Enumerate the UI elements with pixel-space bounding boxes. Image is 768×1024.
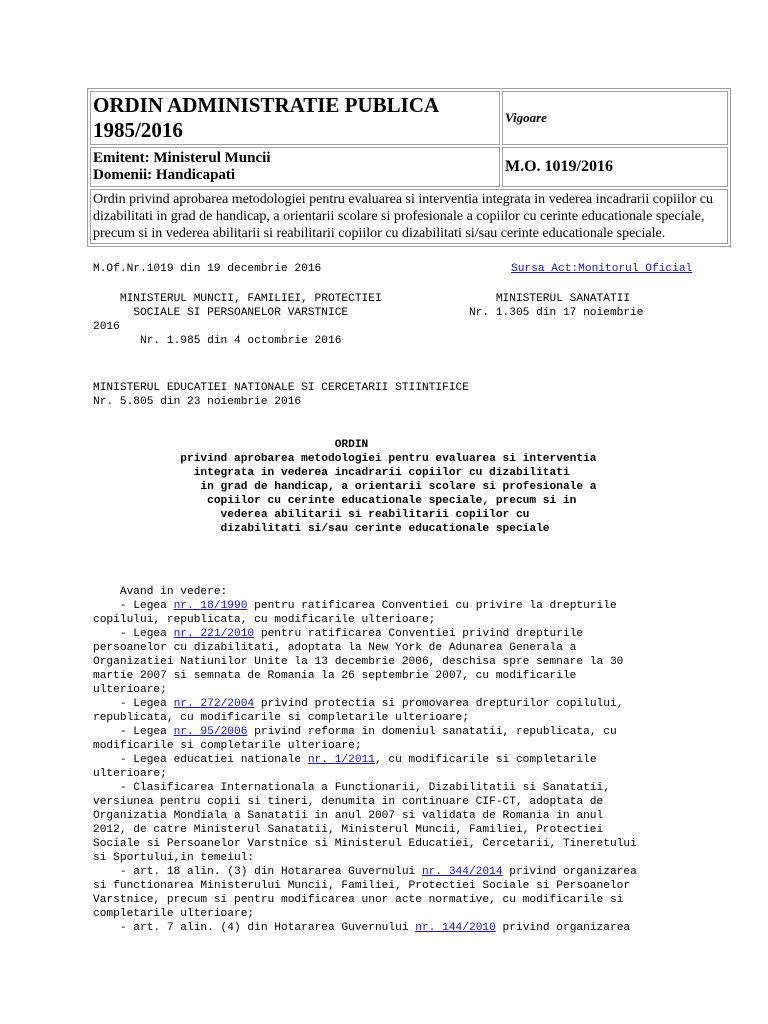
publication-line: M.Of.Nr.1019 din 19 decembrie 2016 [93, 263, 322, 275]
source-container [511, 262, 692, 276]
domenii: Domenii: Handicapati [93, 167, 236, 183]
law-link-18-1990[interactable]: nr. 18/1990 [173, 600, 248, 612]
act-title [90, 91, 500, 145]
text: - Legea educatiei nationale [93, 754, 308, 766]
act-title-line1: ORDIN ADMINISTRATIE PUBLICA [93, 93, 440, 117]
intro: Avand in vedere: [93, 586, 228, 598]
ministries-block-2: MINISTERUL EDUCATIEI NATIONALE SI CERCETARII STIINTIFICE Nr. 5.805 din 23 noiembrie 2016 [93, 382, 469, 408]
emitent: Emitent: Ministerul Muncii [93, 150, 271, 166]
law-link-221-2010[interactable]: nr. 221/2010 [173, 628, 255, 640]
text: pentru ratificarea Conventiei cu privire la drepturile copilului, republicata, cu modificarile ulterioare; [93, 600, 617, 626]
law-link-95-2006[interactable]: nr. 95/2006 [173, 726, 248, 738]
ordin-title: ORDIN privind aprobarea metodologiei pentru evaluarea si interventia integrata in vederea incadrarii copiilor cu dizabilitati in grad de handicap, a orientarii scolare si profesionale a copiilor cu cerinte educationale speciale, precum si in vederea abilitarii si reabilitarii copiilor cu dizabilitati si/sau cerinte educationale speciale [180, 439, 597, 535]
law-link-272-2004[interactable]: nr. 272/2004 [173, 698, 255, 710]
text: - Legea [93, 698, 174, 710]
text: privind organizarea [495, 922, 631, 934]
text: privind organizarea si functionarea Ministerului Muncii, Familiei, Protectiei Sociale si Persoanelor Varstnice, precum si pentru modificarea unor acte normative, cu modificarile si completarile ulterioare; [93, 866, 637, 920]
text: pentru ratificarea Conventiei privind drepturile persoanelor cu dizabilitati, adoptata la New York de Adunarea Generala a Organizatiei Natiunilor Unite la 13 decembrie 2006, deschisa spre semnare la 30 martie 2007 si semnata de Romania la 26 septembrie 2007, cu modificarile ulterioare; [93, 628, 624, 696]
act-description: Ordin privind aprobarea metodologiei pentru evaluarea si interventia integrata in vederea incadrarii copiilor cu dizabilitati in grad de handicap, a orientarii scolare si profesionale a copiilor cu cerinte educationale speciale, precum si in vederea abilitarii si reabilitarii copiilor cu dizabilitati si/sau cerinte educationale speciale. [90, 189, 728, 244]
text: - Legea [93, 600, 174, 612]
ministries-block-1: MINISTERUL MUNCII, FAMILIEI, PROTECTIEI MINISTERUL SANATATII SOCIALE SI PERSOANELOR VARSTNICE Nr. 1.305 din 17 noiembrie 2016 Nr. 1.985 din 4 octombrie 2016 [93, 293, 644, 347]
status-badge: Vigoare [502, 91, 728, 145]
text: privind reforma in domeniul sanatatii, republicata, cu modificarile si completarile ulterioare; [93, 726, 617, 752]
monitor-number: M.O. 1019/2016 [502, 147, 728, 187]
text: - art. 7 alin. (4) din Hotararea Guvernului [93, 922, 416, 934]
text: - art. 18 alin. (3) din Hotararea Guvernului [93, 866, 422, 878]
text: - Legea [93, 628, 174, 640]
text: , cu modificarile si completarile ulterioare; [93, 754, 597, 780]
law-link-344-2014[interactable]: nr. 344/2014 [421, 866, 503, 878]
act-header-table [87, 88, 731, 247]
emitent-domenii [90, 147, 500, 187]
text: privind protectia si promovarea drepturilor copilului, republicata, cu modificarile si completarile ulterioare; [93, 698, 624, 724]
act-title-line2: 1985/2016 [93, 118, 183, 142]
act-body [93, 585, 637, 935]
law-link-144-2010[interactable]: nr. 144/2010 [415, 922, 496, 934]
source-link[interactable]: Sursa Act:Monitorul Oficial [511, 263, 693, 275]
text: - Clasificarea Internationala a Functionarii, Dizabilitatii si Sanatatii, versiunea pentru copii si tineri, denumita in continuare CIF-CT, adoptata de Organizatia Mondiala a Sanatatii in anul 2007 si validata de Romania in anul 2012, de catre Ministerul Sanatatii, Ministerul Muncii, Familiei, Protectiei Sociale si Persoanelor Varstnice si Ministerul Educatiei, Cercetarii, Tineretului si Sportului,in temeiul: [93, 782, 637, 864]
text: - Legea [93, 726, 174, 738]
law-link-1-2011[interactable]: nr. 1/2011 [307, 754, 375, 766]
